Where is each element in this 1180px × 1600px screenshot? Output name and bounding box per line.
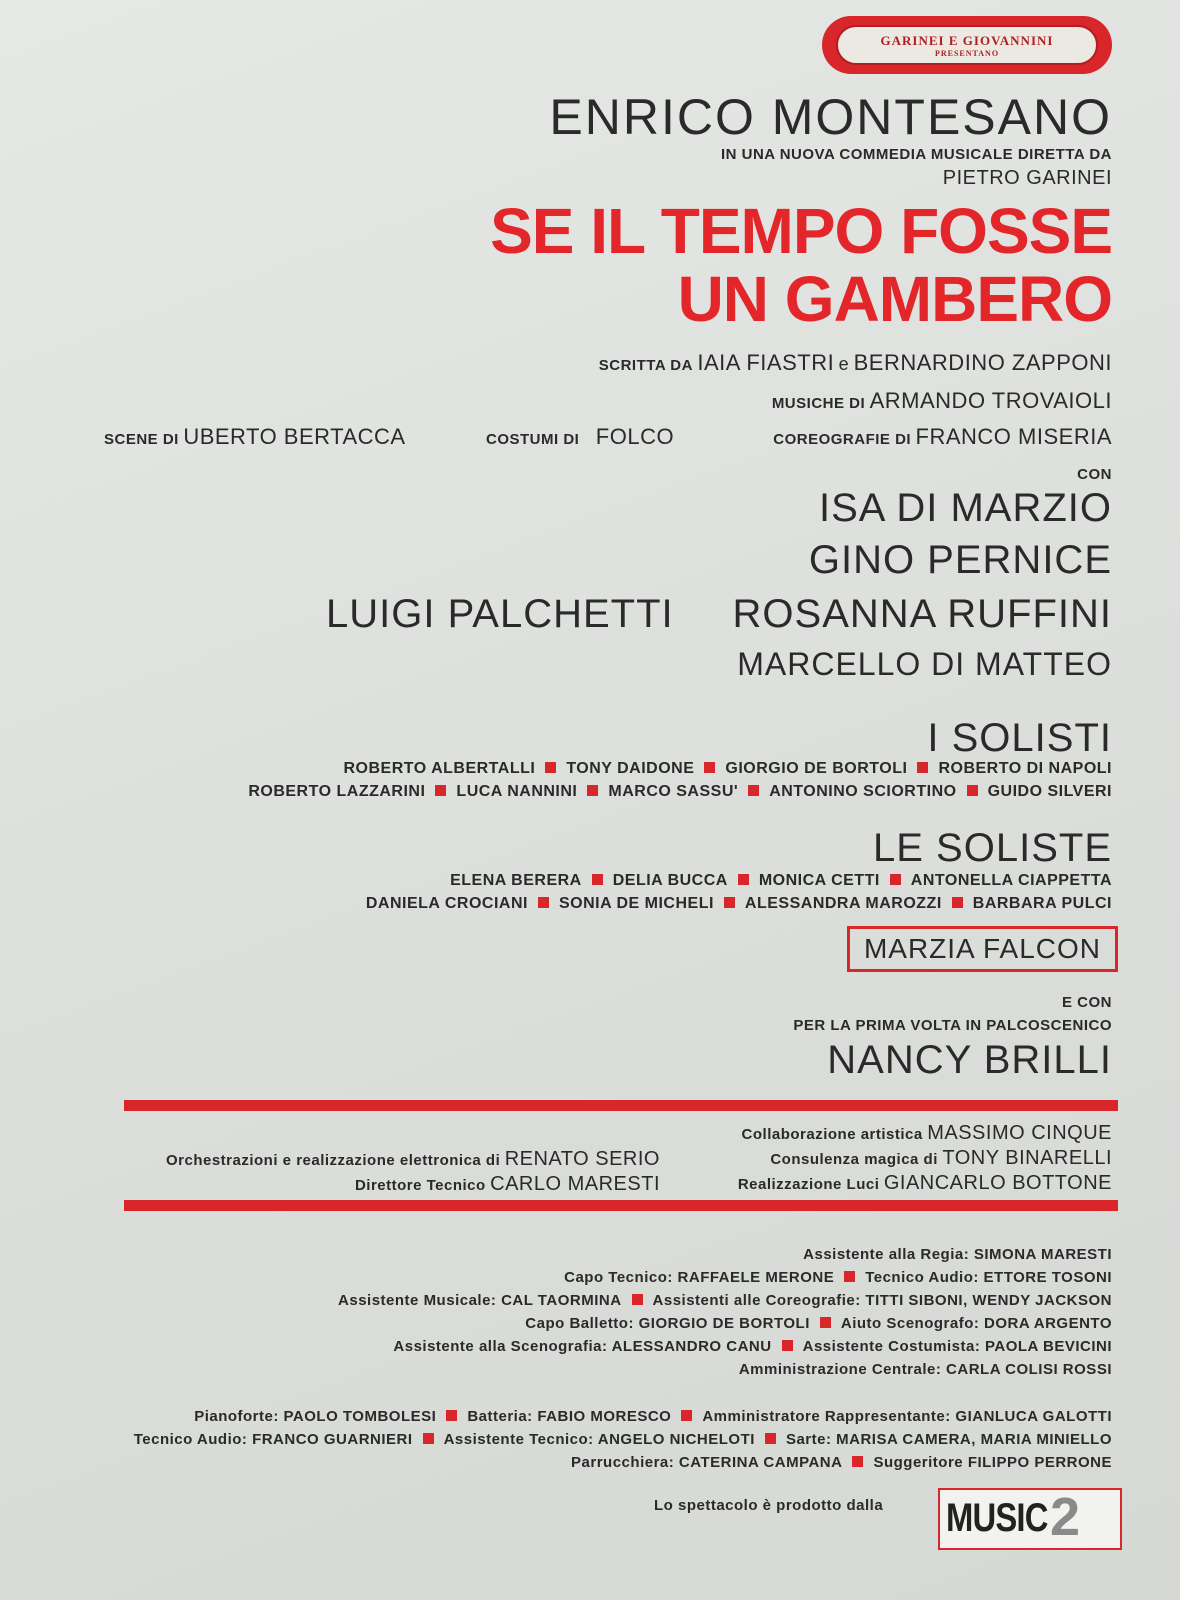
stamp-line1: GARINEI E GIOVANNINI: [880, 33, 1054, 48]
cast-luigi: LUIGI PALCHETTI: [326, 592, 674, 636]
credit-magic: Consulenza magica di TONY BINARELLI: [770, 1147, 1112, 1169]
staff2-row-1: Pianoforte: PAOLO TOMBOLESI Batteria: FABIO MORESCO Amministratore Rappresentante: GIANLUCA GALOTTI: [194, 1408, 1112, 1425]
intro-line: IN UNA NUOVA COMMEDIA MUSICALE DIRETTA DA: [720, 146, 1112, 163]
star-name: ENRICO MONTESANO: [549, 89, 1112, 145]
first-time-label: PER LA PRIMA VOLTA IN PALCOSCENICO: [793, 1017, 1112, 1034]
cast-rosanna: ROSANNA RUFFINI: [732, 592, 1112, 636]
credit-artistic: Collaborazione artistica MASSIMO CINQUE: [741, 1122, 1112, 1144]
divider-bottom: [124, 1200, 1118, 1211]
music2-logo: [938, 1488, 1122, 1550]
credit-orchestrations: Orchestrazioni e realizzazione elettronica di RENATO SERIO: [165, 1148, 660, 1170]
staff-row-6: Amministrazione Centrale: CARLA COLISI ROSSI: [738, 1361, 1112, 1378]
econ-label: E CON: [1061, 994, 1112, 1011]
solisti-heading: I SOLISTI: [927, 716, 1112, 760]
staff2-row-3: Parrucchiera: CATERINA CAMPANA Suggeritore FILIPPO PERRONE: [571, 1454, 1112, 1471]
con-label: CON: [1077, 466, 1112, 483]
featured-name-box: MARZIA FALCON: [847, 926, 1118, 972]
nancy-name: NANCY BRILLI: [827, 1038, 1112, 1082]
soliste-row-1: ELENA BERERA DELIA BUCCA MONICA CETTI ANTONELLA CIAPPETTA: [450, 872, 1112, 889]
soliste-heading: LE SOLISTE: [873, 826, 1112, 870]
producer-line: Lo spettacolo è prodotto dalla: [654, 1497, 884, 1514]
divider-top: [124, 1100, 1118, 1111]
credit-technical-director: Direttore Tecnico CARLO MARESTI: [354, 1173, 660, 1195]
staff-row-4: Capo Balletto: GIORGIO DE BORTOLI Aiuto Scenografo: DORA ARGENTO: [525, 1315, 1112, 1332]
choreo-credit: COREOGRAFIE DI FRANCO MISERIA: [773, 424, 1112, 449]
director-name: PIETRO GARINEI: [942, 167, 1112, 189]
staff-row-3: Assistente Musicale: CAL TAORMINA Assistenti alle Coreografie: TITTI SIBONI, WENDY JACKSON: [338, 1292, 1112, 1309]
soliste-row-2: DANIELA CROCIANI SONIA DE MICHELI ALESSANDRA MAROZZI BARBARA PULCI: [365, 895, 1112, 912]
staff-row-2: Capo Tecnico: RAFFAELE MERONE Tecnico Audio: ETTORE TOSONI: [564, 1269, 1112, 1286]
title-line-1: SE IL TEMPO FOSSE: [490, 195, 1112, 267]
cast-marcello: MARCELLO DI MATTEO: [737, 646, 1112, 682]
staff2-row-2: Tecnico Audio: FRANCO GUARNIERI Assistente Tecnico: ANGELO NICHELOTI Sarte: MARISA CAMERA, MARIA MINIELLO: [133, 1431, 1112, 1448]
music-credit: MUSICHE DI ARMANDO TROVAIOLI: [771, 388, 1112, 413]
solisti-row-2: ROBERTO LAZZARINI LUCA NANNINI MARCO SASSU' ANTONINO SCIORTINO GUIDO SILVERI: [248, 783, 1112, 800]
logo-text: MUSIC: [946, 1496, 1048, 1540]
title-line-2: UN GAMBERO: [677, 263, 1112, 335]
costumes-credit: COSTUMI DI FOLCO: [486, 424, 675, 449]
stamp-line2: PRESENTANO: [934, 49, 1000, 58]
writers-credit: SCRITTA DA IAIA FIASTRI e BERNARDINO ZAPPONI: [598, 350, 1112, 375]
staff-row-5: Assistente alla Scenografia: ALESSANDRO CANU Assistente Costumista: PAOLA BEVICINI: [393, 1338, 1112, 1355]
cast-gino: GINO PERNICE: [808, 538, 1112, 582]
solisti-row-1: ROBERTO ALBERTALLI TONY DAIDONE GIORGIO DE BORTOLI ROBERTO DI NAPOLI: [343, 760, 1112, 777]
staff-row-1: Assistente alla Regia: SIMONA MARESTI: [803, 1246, 1112, 1263]
cast-isa: ISA DI MARZIO: [818, 486, 1112, 530]
presenters-stamp: [822, 16, 1112, 74]
scene-credit: SCENE DI UBERTO BERTACCA: [104, 424, 406, 449]
credit-lights: Realizzazione Luci GIANCARLO BOTTONE: [737, 1172, 1112, 1194]
logo-number: 2: [1050, 1487, 1081, 1547]
